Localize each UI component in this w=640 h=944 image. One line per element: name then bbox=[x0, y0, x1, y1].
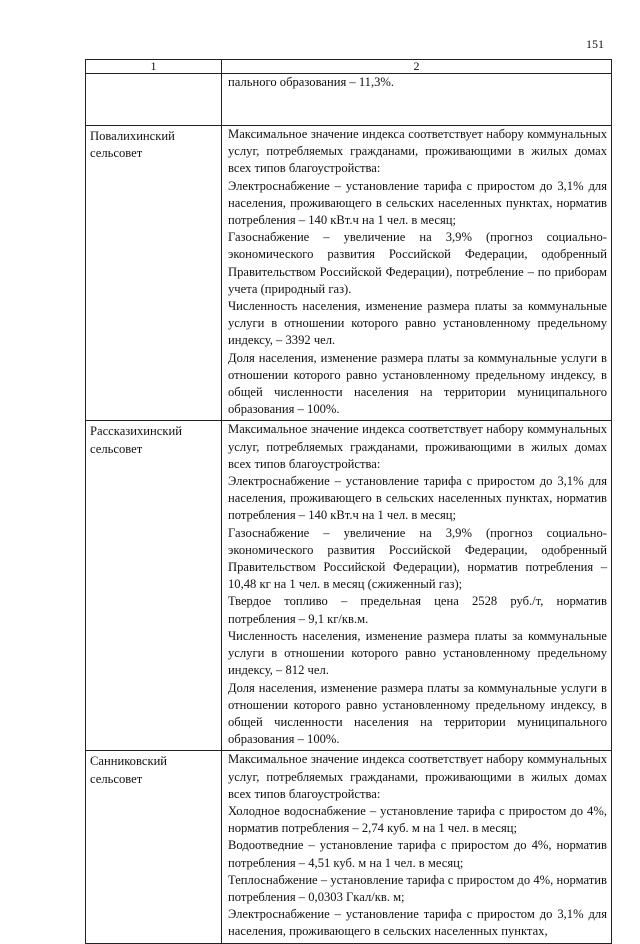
paragraph: Газоснабжение – увеличение на 3,9% (прогноз социально-экономического развития Российской Федерации, одобренный Правительством Российской Федерации), потребление – по приборам учета (природный газ). bbox=[228, 230, 607, 296]
column-header-2: 2 bbox=[222, 60, 612, 74]
row-name-cell: Повалихинский сельсовет bbox=[86, 126, 222, 421]
table-row bbox=[86, 74, 612, 126]
row-text-cell bbox=[222, 126, 612, 421]
paragraph: Электроснабжение – установление тарифа с приростом до 3,1% для населения, проживающего в сельских населенных пунктах, bbox=[228, 907, 607, 939]
paragraph: Электроснабжение – установление тарифа с приростом до 3,1% для населения, проживающего в сельских населенных пунктах, норматив потребления – 140 кВт.ч на 1 чел. в месяц; bbox=[228, 178, 607, 228]
row-text-cell bbox=[222, 421, 612, 751]
table-row bbox=[86, 126, 612, 421]
paragraph: пального образования – 11,3%. bbox=[228, 75, 395, 89]
row-name-cell: Санниковский сельсовет bbox=[86, 751, 222, 943]
paragraph: Твердое топливо – предельная цена 2528 руб./т, норматив потребления – 9,1 кг/кв.м. bbox=[228, 594, 607, 626]
paragraph: Численность населения, изменение размера платы за коммунальные услуги в отношении которого равно установленному предельному индексу, – 3392 чел. bbox=[228, 299, 607, 348]
paragraph: Максимальное значение индекса соответствует набору коммунальных услуг, потребляемых гражданами, проживающими в жилых домах всех типов благоустройства: bbox=[228, 422, 607, 471]
paragraph: Газоснабжение – увеличение на 3,9% (прогноз социально-экономического развития Российской Федерации, одобренный Правительством Российской Федерации), норматив потребления – 10,48 кг на 1 чел. в месяц (сжиженный газ); bbox=[228, 525, 607, 592]
paragraph: Доля населения, изменение размера платы за коммунальные услуги в отношении которого равно установленному предельному индексу, в общей численности населения на территории муниципального образования – 100%. bbox=[228, 680, 607, 747]
table-header-row bbox=[86, 60, 612, 74]
row-text-cell bbox=[222, 751, 612, 943]
paragraph: Численность населения, изменение размера платы за коммунальные услуги в отношении которого равно установленному предельному индексу, – 812 чел. bbox=[228, 628, 607, 678]
row-text-cell bbox=[222, 74, 612, 126]
row-name-cell bbox=[86, 74, 222, 126]
paragraph: Доля населения, изменение размера платы за коммунальные услуги в отношении которого равно установленному предельному индексу, в общей численности населения на территории муниципального образования – 100%. bbox=[228, 350, 607, 417]
paragraph: Теплоснабжение – установление тарифа с приростом до 4%, норматив потребления – 0,0303 Гкал/кв. м; bbox=[228, 872, 607, 904]
row-name-cell: Рассказихинский сельсовет bbox=[86, 421, 222, 751]
paragraph: Холодное водоснабжение – установление тарифа с приростом до 4%, норматив потребления – 2,74 куб. м на 1 чел. в месяц; bbox=[228, 803, 607, 836]
column-header-1: 1 bbox=[86, 60, 222, 74]
paragraph: Максимальное значение индекса соответствует набору коммунальных услуг, потребляемых гражданами, проживающими в жилых домах всех типов благоустройства: bbox=[228, 127, 607, 176]
data-table bbox=[85, 59, 612, 944]
paragraph: Максимальное значение индекса соответствует набору коммунальных услуг, потребляемых гражданами, проживающими в жилых домах всех типов благоустройства: bbox=[228, 752, 607, 801]
table-row bbox=[86, 751, 612, 943]
paragraph: Водоотведние – установление тарифа с приростом до 4%, норматив потребления – 4,51 куб. м на 1 чел. в месяц; bbox=[228, 838, 607, 870]
page-number: 151 bbox=[586, 37, 604, 51]
paragraph: Электроснабжение – установление тарифа с приростом до 3,1% для населения, проживающего в сельских населенных пунктах, норматив потребления – 140 кВт.ч на 1 чел. в месяц; bbox=[228, 474, 607, 523]
table-row bbox=[86, 421, 612, 751]
